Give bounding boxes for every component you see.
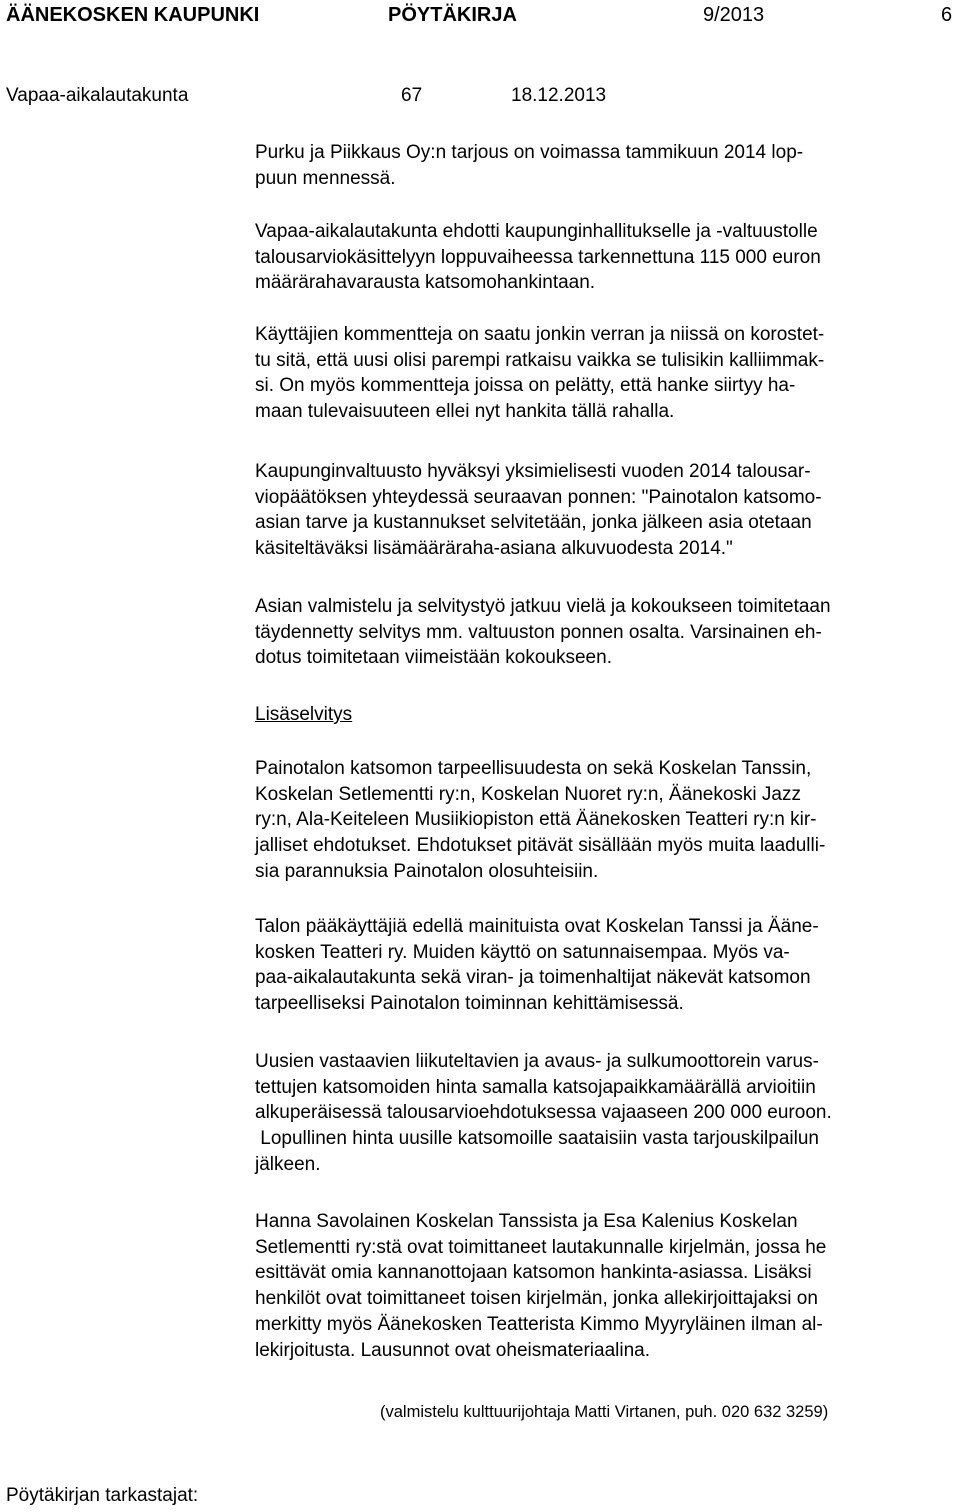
section-subheading: Lisäselvitys (255, 704, 353, 725)
text-line: Koskelan Setlementti ry:n, Koskelan Nuoret ry:n, Äänekoski Jazz (255, 783, 801, 805)
paragraph (255, 1209, 960, 1363)
committee-name: Vapaa-aikalautakunta (6, 85, 189, 106)
text-line: puun mennessä. (255, 167, 396, 189)
meeting-date: 18.12.2013 (511, 85, 607, 106)
text-line: ry:n, Ala-Keiteleen Musiikiopiston että Äänekosken Teatteri ry:n kir- (255, 809, 817, 831)
text-line: määrärahavarausta katsomohankintaan. (255, 272, 596, 294)
text-line: tettujen katsomoiden hinta samalla katsojapaikkamäärällä arvioitiin (255, 1076, 816, 1098)
text-line: tu sitä, että uusi olisi parempi ratkaisu vaikka se tulisikin kalliimmak- (255, 349, 825, 371)
text-line: Käyttäjien kommentteja on saatu jonkin verran ja niissä on korostet- (255, 324, 825, 345)
text-line: Lopullinen hinta uusille katsomoille saataisiin vasta tarjouskilpailun (255, 1128, 819, 1150)
paragraph (255, 459, 960, 562)
paragraph (255, 1049, 960, 1178)
text-line: dotus toimitetaan viimeistään kokoukseen. (255, 647, 612, 669)
text-line: Kaupunginvaltuusto hyväksyi yksimielisesti vuoden 2014 talousar- (255, 461, 811, 482)
organization-name: ÄÄNEKOSKEN KAUPUNKI (6, 4, 260, 26)
paragraph (255, 140, 960, 191)
text-line: maan tulevaisuuteen ellei nyt hankita tällä rahalla. (255, 401, 675, 423)
text-line: käsiteltäväksi lisämääräraha-asiana alkuvuodesta 2014." (255, 538, 733, 560)
paragraph (255, 322, 960, 425)
text-line: Setlementti ry:stä ovat toimittaneet lautakunnalle kirjelmän, jossa he (255, 1236, 827, 1258)
meeting-number: 9/2013 (703, 4, 765, 26)
text-line: tarpeelliseksi Painotalon toiminnan kehittämisessä. (255, 993, 684, 1015)
page-number: 6 (941, 4, 953, 26)
text-line: lekirjoitusta. Lausunnot ovat oheismateriaalina. (255, 1339, 651, 1361)
text-line: henkilöt ovat toimittaneet toisen kirjelmän, jonka allekirjoittajaksi on (255, 1288, 818, 1310)
text-line: jalliset ehdotukset. Ehdotukset pitävät sisällään myös muita laadulli- (255, 835, 826, 857)
preparer-note: (valmistelu kulttuurijohtaja Matti Virtanen, puh. 020 632 3259) (380, 1403, 829, 1421)
document-type: PÖYTÄKIRJA (388, 4, 517, 26)
text-line: viopäätöksen yhteydessä seuraavan ponnen: "Painotalon katsomo- (255, 486, 822, 508)
paragraph (255, 219, 960, 296)
text-line: Painotalon katsomon tarpeellisuudesta on sekä Koskelan Tanssin, (255, 758, 812, 779)
text-line: Talon pääkäyttäjiä edellä mainituista ovat Koskelan Tanssi ja Ääne- (255, 916, 819, 937)
reviewers-label: Pöytäkirjan tarkastajat: (6, 1485, 199, 1506)
text-line: merkitty myös Äänekosken Teatterista Kimmo Myyryläinen ilman al- (255, 1313, 823, 1335)
text-line: asian tarve ja kustannukset selvitetään, jonka jälkeen asia otetaan (255, 512, 812, 534)
paragraph (255, 914, 960, 1017)
text-line: täydennetty selvitys mm. valtuuston ponnen osalta. Varsinainen eh- (255, 621, 822, 643)
text-line: kosken Teatteri ry. Muiden käyttö on satunnaisempaa. Myös va- (255, 941, 790, 963)
text-line: si. On myös kommentteja joissa on pelätty, että hanke siirtyy ha- (255, 375, 796, 397)
text-line: esittävät omia kannanottojaan katsomon hankinta-asiassa. Lisäksi (255, 1262, 812, 1284)
text-line: Vapaa-aikalautakunta ehdotti kaupunginhallitukselle ja -valtuustolle (255, 221, 818, 242)
text-line: Purku ja Piikkaus Oy:n tarjous on voimassa tammikuun 2014 lop- (255, 142, 804, 163)
text-line: paa-aikalautakunta sekä viran- ja toimenhaltijat näkevät katsomon (255, 967, 811, 989)
text-line: talousarviokäsittelyyn loppuvaiheessa tarkennettuna 115 000 euron (255, 246, 821, 268)
section-number: 67 (401, 85, 423, 106)
text-line: Hanna Savolainen Koskelan Tanssista ja Esa Kalenius Koskelan (255, 1211, 798, 1232)
text-line: sia parannuksia Painotalon olosuhteisiin. (255, 860, 599, 882)
paragraph (255, 594, 960, 671)
paragraph (255, 756, 960, 885)
text-line: alkuperäisessä talousarvioehdotuksessa vajaaseen 200 000 euroon. (255, 1102, 832, 1124)
text-line: jälkeen. (255, 1153, 321, 1175)
text-line: Uusien vastaavien liikuteltavien ja avaus- ja sulkumoottorein varus- (255, 1051, 819, 1072)
text-line: Asian valmistelu ja selvitystyö jatkuu vielä ja kokoukseen toimitetaan (255, 596, 831, 617)
